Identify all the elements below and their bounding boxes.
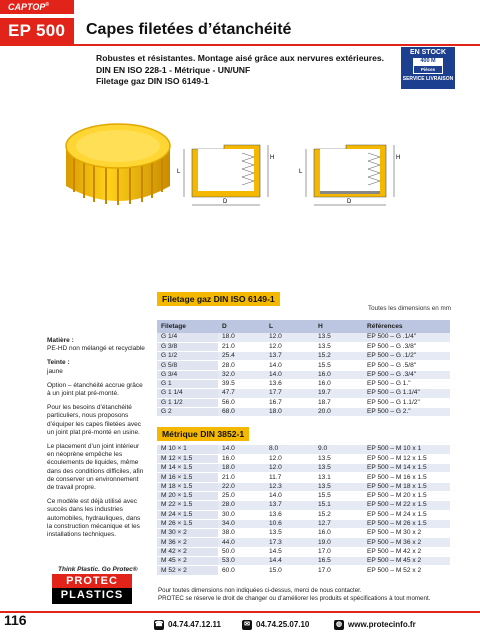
table-cell: 25.4 [218,352,265,361]
table-cell: 13.7 [265,352,314,361]
table-cell: 16.7 [265,398,314,407]
table-cell: 10.6 [265,519,314,528]
table-metric [157,445,450,576]
table-row [157,519,450,528]
table-cell: EP 500 – G .1/4" [363,333,450,342]
table-cell: EP 500 – M 45 x 2 [363,557,450,566]
table-cell: EP 500 – M 12 x 1.5 [363,454,450,463]
table-cell: M 16 × 1.5 [157,473,218,482]
col-header: L [265,320,314,333]
table-cell: 14.4 [265,557,314,566]
table-cell: G 3/4 [157,370,218,379]
table-cell: M 45 × 2 [157,557,218,566]
table-cell: 16.0 [314,529,363,538]
table-cell: 14.0 [265,491,314,500]
color-label: Teinte : [47,359,70,367]
table-cell: 47.7 [218,389,265,398]
table-cell: 12.7 [314,519,363,528]
stock-unit: Pièces [413,65,443,74]
table-row [157,370,450,379]
table-cell: EP 500 – M 18 x 1.5 [363,482,450,491]
table-cell: G 1 1/4 [157,389,218,398]
table-cell: 8.0 [265,445,314,454]
table-row [157,333,450,342]
table-cell: 12.0 [265,454,314,463]
stock-qty: 400 M [420,58,436,64]
unit-note: Toutes les dimensions en mm [368,305,451,312]
table-cell: 14.0 [218,445,265,454]
table-cell: EP 500 – M 20 x 1.5 [363,491,450,500]
length-label: L [299,169,303,175]
table-cell: 16.5 [314,557,363,566]
table-cell: M 14 × 1.5 [157,464,218,473]
table-cell: G 3/8 [157,342,218,351]
stock-label: EN STOCK [409,49,447,56]
table-cell: 34.0 [218,519,265,528]
col-header: H [314,320,363,333]
joint-text: Pour les besoins d’étanchéité particuliers, nous proposons d’équiper les capes filetées avec un joint plat pré-monté en usine. [47,404,141,436]
page-title: Capes filetées d’étanchéité [86,21,292,38]
footnote-line: PROTEC se réserve le droit de changer ou d’améliorer les produits et spécifications à tout moment. [158,594,431,602]
table-cell: 18.0 [218,333,265,342]
table-cell: EP 500 – G .3/4" [363,370,450,379]
table-cell: 56.0 [218,398,265,407]
color-value: jaune [47,367,63,375]
fax-icon: ✉ [242,620,252,630]
table-cell: 11.7 [265,473,314,482]
table-cell: G 1/4 [157,333,218,342]
table-cell: 68.0 [218,407,265,416]
table-cell: 32.0 [218,370,265,379]
table-cell: 19.7 [314,389,363,398]
table-cell: 13.5 [314,333,363,342]
table-cell: M 36 × 2 [157,538,218,547]
table-row [157,342,450,351]
option-text: Option – étanchéité accrue grâce à un joint plat pré-monté. [47,381,143,398]
table-row [157,352,450,361]
table-cell: G 1 1/2 [157,398,218,407]
table-row [157,389,450,398]
table-row [157,491,450,500]
brand-label: CAPTOP® [0,0,74,14]
cap-joint-section-drawing [296,141,416,211]
table-cell: 13.5 [314,454,363,463]
table-cell: 13.6 [265,379,314,388]
table-cell: EP 500 – M 24 x 1.5 [363,510,450,519]
stock-box [413,58,443,74]
table-cell: EP 500 – G .5/8" [363,361,450,370]
table-cell: M 26 × 1.5 [157,519,218,528]
table-cell: G 1 [157,379,218,388]
diameter-label: D [347,199,352,205]
table-cell: M 10 × 1 [157,445,218,454]
table-cell: 13.6 [265,510,314,519]
table-cell: 13.5 [314,482,363,491]
subtitle-line: Filetage gaz DIN ISO 6149-1 [96,76,209,86]
phone-contact[interactable] [154,620,221,630]
globe-icon: ◍ [335,621,343,628]
table-cell: 50.0 [218,547,265,556]
table-cell: 12.0 [265,342,314,351]
table-cell: M 24 × 1.5 [157,510,218,519]
delivery-label: SERVICE LIVRAISON [402,76,454,82]
table-row [157,454,450,463]
table-row [157,482,450,491]
table-row [157,529,450,538]
subtitle-line: DIN EN ISO 228-1 - Métrique - UN/UNF [96,64,251,75]
table-cell: 17.0 [314,547,363,556]
protec-logo [52,574,132,604]
table-row [157,566,450,575]
table-cell: G 1/2 [157,352,218,361]
table-cell: 16.0 [314,379,363,388]
table-cell: EP 500 – G 1.1/4" [363,389,450,398]
table-cell: 15.1 [314,501,363,510]
table-cell: 12.3 [265,482,314,491]
table-cell: EP 500 – M 30 x 2 [363,529,450,538]
col-header: D [218,320,265,333]
section-title-gaz: Filetage gaz DIN ISO 6149-1 [157,292,280,306]
table-row [157,557,450,566]
table-row [157,510,450,519]
table-row [157,464,450,473]
table-cell: 14.0 [265,361,314,370]
table-cell: 19.0 [314,538,363,547]
footnote [158,587,430,602]
material-label: Matière : [47,337,74,344]
table-cell: 20.0 [314,407,363,416]
section-title-metric: Métrique DIN 3852-1 [157,427,249,441]
header-divider [0,44,480,46]
table-cell: EP 500 – M 26 x 1.5 [363,519,450,528]
cap-section-drawing [174,141,290,211]
table-cell: 22.0 [218,482,265,491]
table-row [157,538,450,547]
table-cell: EP 500 – M 52 x 2 [363,566,450,575]
table-cell: 13.5 [265,529,314,538]
table-cell: EP 500 – G .1/2" [363,352,450,361]
table-cell: 13.5 [314,342,363,351]
table-cell: 17.7 [265,389,314,398]
product-photo [58,116,174,211]
table-cell: 15.5 [314,361,363,370]
table-header-row [157,320,450,333]
table-cell: 21.0 [218,473,265,482]
table-cell: 21.0 [218,342,265,351]
table-cell: 9.0 [314,445,363,454]
material-value: PE-HD non mélangé et recyclable [47,345,145,353]
table-row [157,445,450,454]
table-cell: 60.0 [218,566,265,575]
table-cell: EP 500 – G .3/8" [363,342,450,351]
website-url: www.protecinfo.fr [348,620,416,630]
table-cell: 13.5 [314,464,363,473]
subtitle [96,53,384,88]
product-code: EP 500 [0,18,74,44]
table-cell: 44.0 [218,538,265,547]
table-cell: M 20 × 1.5 [157,491,218,500]
table-cell: EP 500 – G 1." [363,379,450,388]
table-cell: 17.0 [314,566,363,575]
table-row [157,547,450,556]
table-cell: 38.0 [218,529,265,538]
table-cell: EP 500 – M 42 x 2 [363,547,450,556]
logo-bottom: PLASTICS [60,589,124,601]
usage-text: Ce modèle est déjà utilisé avec succès dans les industries automobiles, hydrauliques, dans la construction mécanique et les installations techniques. [47,498,141,539]
page-number: 116 [4,612,27,628]
table-row [157,379,450,388]
phone-icon: ☎ [154,621,164,628]
table-cell: 18.7 [314,398,363,407]
table-cell: M 52 × 2 [157,566,218,575]
table-cell: M 30 × 2 [157,529,218,538]
table-cell: 53.0 [218,557,265,566]
table-cell: EP 500 – G 2." [363,407,450,416]
table-gaz [157,320,450,417]
fax-number: 04.74.25.07.10 [256,620,310,630]
table-cell: M 42 × 2 [157,547,218,556]
table-cell: 30.0 [218,510,265,519]
table-cell: 16.0 [314,370,363,379]
height-label: H [396,155,401,161]
table-row [157,407,450,416]
table-cell: G 2 [157,407,218,416]
website-link[interactable] [334,620,416,630]
subtitle-line: Robustes et résistantes. Montage aisé grâce aux nervures extérieures. [96,53,385,63]
height-label: H [270,155,275,161]
table-cell: 13.1 [314,473,363,482]
logo-top: PROTEC [52,574,132,588]
table-cell: EP 500 – M 22 x 1.5 [363,501,450,510]
table-cell: EP 500 – G 1.1/2" [363,398,450,407]
diameter-label: D [223,199,228,205]
col-header: Références [363,320,450,333]
table-cell: M 22 × 1.5 [157,501,218,510]
phone-number: 04.74.47.12.11 [168,620,221,630]
fax-contact[interactable] [242,620,309,630]
table-cell: G 5/8 [157,361,218,370]
table-cell: 13.7 [265,501,314,510]
table-cell: 39.5 [218,379,265,388]
col-header: Filetage [157,320,218,333]
table-cell: EP 500 – M 10 x 1 [363,445,450,454]
table-cell: EP 500 – M 16 x 1.5 [363,473,450,482]
table-cell: 15.5 [314,491,363,500]
table-row [157,473,450,482]
table-cell: 15.2 [314,352,363,361]
table-cell: M 18 × 1.5 [157,482,218,491]
table-cell: 15.0 [265,566,314,575]
placement-text: Le placement d’un joint intérieur en néoprène empêche les écoulements de liquides, même dans des conditions difficiles, afin de conserver un environnement de travail propre. [47,443,144,492]
stock-badge [401,47,455,89]
table-cell: 18.0 [218,464,265,473]
table-cell: 12.0 [265,464,314,473]
table-cell: 16.0 [218,454,265,463]
side-info [47,337,147,545]
table-cell: 17.3 [265,538,314,547]
table-cell: M 12 × 1.5 [157,454,218,463]
table-cell: 12.0 [265,333,314,342]
table-cell: 28.0 [218,361,265,370]
table-cell: 14.5 [265,547,314,556]
footer-divider [0,611,480,613]
table-cell: EP 500 – M 14 x 1.5 [363,464,450,473]
table-cell: 18.0 [265,407,314,416]
slogan: Think Plastic. Go Protec® [58,566,138,573]
footnote-line: Pour toutes dimensions non indiquées ci-dessus, merci de nous contacter. [158,587,362,594]
table-cell: 14.0 [265,370,314,379]
length-label: L [177,169,181,175]
table-row [157,361,450,370]
table-cell: 28.0 [218,501,265,510]
table-row [157,398,450,407]
table-cell: 25.0 [218,491,265,500]
table-cell: 15.2 [314,510,363,519]
table-cell: EP 500 – M 36 x 2 [363,538,450,547]
table-row [157,501,450,510]
